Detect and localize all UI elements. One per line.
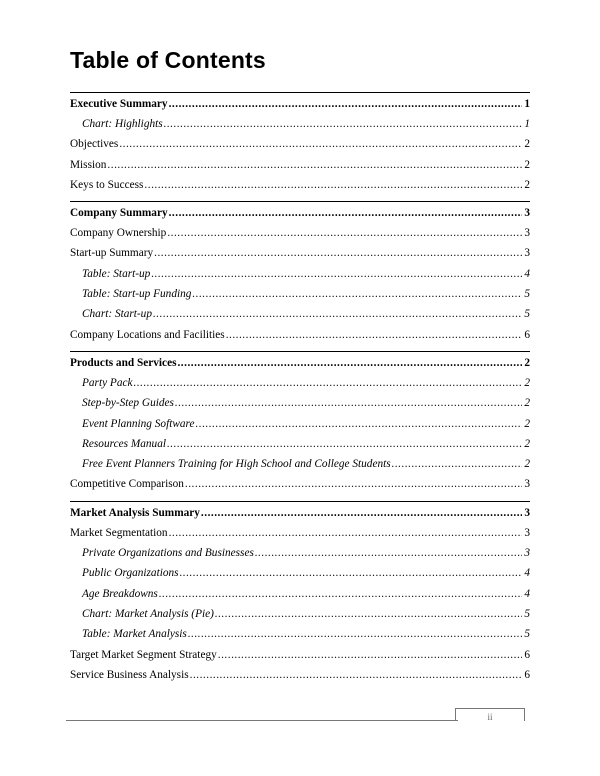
toc-entry[interactable] (70, 373, 530, 393)
toc-entry-label: Public Organizations (82, 567, 179, 580)
footer-divider (66, 720, 458, 721)
toc-entry-page: 2 (524, 138, 530, 151)
dot-leader (153, 304, 522, 324)
dot-leader (169, 202, 523, 223)
toc-entry-page: 1 (524, 118, 530, 130)
toc-entry[interactable] (70, 523, 530, 543)
toc-entry-page: 4 (524, 567, 530, 580)
toc-entry-label: Market Analysis Summary (70, 506, 200, 519)
toc-entry-label: Table: Start-up (82, 267, 151, 280)
toc-entry-label: Mission (70, 158, 107, 171)
dot-leader (167, 223, 522, 243)
toc-entry[interactable] (70, 351, 530, 373)
toc-entry-label: Company Summary (70, 207, 168, 220)
toc-entry[interactable] (70, 604, 530, 624)
dot-leader (177, 352, 522, 373)
dot-leader (175, 393, 522, 413)
toc-entry-label: Resources Manual (82, 437, 166, 450)
toc-entry-label: Executive Summary (70, 98, 168, 110)
toc-entry-page: 2 (524, 158, 530, 171)
toc-entry[interactable] (70, 543, 530, 563)
dot-leader (190, 665, 523, 685)
dot-leader (392, 454, 523, 474)
toc-entry-page: 2 (524, 356, 530, 369)
toc-entry-page: 6 (524, 648, 530, 661)
table-of-contents (70, 92, 530, 685)
toc-entry-label: Chart: Market Analysis (Pie) (82, 607, 214, 620)
toc-entry[interactable] (70, 92, 530, 114)
toc-entry-page: 2 (524, 376, 530, 389)
toc-entry-label: Objectives (70, 138, 119, 151)
toc-entry[interactable] (70, 645, 530, 665)
dot-leader (196, 414, 523, 434)
toc-entry-label: Company Ownership (70, 227, 167, 240)
toc-entry-page: 2 (524, 458, 530, 471)
dot-leader (185, 474, 522, 494)
toc-entry[interactable] (70, 243, 530, 263)
toc-entry[interactable] (70, 155, 530, 175)
dot-leader (151, 264, 522, 284)
dot-leader (164, 114, 523, 134)
toc-entry[interactable] (70, 563, 530, 583)
toc-entry-label: Table: Start-up Funding (82, 288, 192, 301)
toc-entry[interactable] (70, 223, 530, 243)
toc-entry-label: Age Breakdowns (82, 587, 158, 600)
toc-entry-label: Step-by-Step Guides (82, 397, 174, 410)
toc-entry[interactable] (70, 584, 530, 604)
toc-entry-label: Keys to Success (70, 178, 144, 191)
toc-entry-label: Event Planning Software (82, 417, 195, 430)
toc-entry-label: Chart: Highlights (82, 118, 163, 130)
toc-entry-label: Chart: Start-up (82, 308, 152, 321)
dot-leader (169, 93, 523, 114)
toc-entry-page: 2 (524, 178, 530, 191)
toc-entry-label: Company Locations and Facilities (70, 328, 225, 341)
dot-leader (192, 284, 522, 304)
toc-entry-label: Party Pack (82, 376, 133, 389)
toc-entry-page: 6 (524, 668, 530, 681)
dot-leader (167, 434, 522, 454)
toc-entry-label: Table: Market Analysis (82, 628, 187, 641)
toc-entry[interactable] (70, 134, 530, 154)
dot-leader (255, 543, 522, 563)
dot-leader (180, 563, 523, 583)
toc-entry[interactable] (70, 665, 530, 685)
toc-entry[interactable] (70, 325, 530, 345)
toc-entry-label: Start-up Summary (70, 247, 154, 260)
toc-entry-page: 2 (524, 417, 530, 430)
toc-entry-page: 4 (524, 267, 530, 280)
toc-entry-page: 1 (524, 98, 530, 110)
toc-entry-page: 2 (524, 397, 530, 410)
toc-entry-page: 5 (524, 308, 530, 321)
dot-leader (218, 645, 523, 665)
footer-page-number: ii (455, 708, 525, 721)
toc-entry[interactable] (70, 264, 530, 284)
toc-entry-page: 5 (524, 288, 530, 301)
dot-leader (188, 624, 523, 644)
toc-entry[interactable] (70, 474, 530, 494)
toc-entry[interactable] (70, 201, 530, 223)
toc-entry[interactable] (70, 501, 530, 523)
dot-leader (159, 584, 523, 604)
toc-entry-page: 5 (524, 628, 530, 641)
dot-leader (144, 175, 522, 195)
dot-leader (215, 604, 522, 624)
toc-entry-page: 3 (524, 247, 530, 260)
toc-entry-page: 5 (524, 607, 530, 620)
toc-entry-page: 3 (524, 547, 530, 560)
toc-entry[interactable] (70, 114, 530, 134)
toc-entry[interactable] (70, 434, 530, 454)
toc-entry-page: 3 (524, 478, 530, 491)
dot-leader (119, 134, 522, 154)
toc-entry-page: 6 (524, 328, 530, 341)
dot-leader (154, 243, 522, 263)
dot-leader (107, 155, 522, 175)
toc-entry-label: Target Market Segment Strategy (70, 648, 217, 661)
toc-entry-label: Service Business Analysis (70, 668, 189, 681)
toc-entry-page: 3 (524, 506, 530, 519)
toc-entry-label: Competitive Comparison (70, 478, 184, 491)
toc-entry-page: 4 (524, 587, 530, 600)
toc-entry-page: 2 (524, 437, 530, 450)
toc-entry[interactable] (70, 393, 530, 413)
page-title: Table of Contents (70, 47, 266, 73)
toc-entry-page: 3 (524, 207, 530, 220)
toc-entry-label: Free Event Planners Training for High School and College Students (82, 458, 391, 471)
toc-entry-label: Products and Services (70, 356, 177, 369)
toc-entry-page: 3 (524, 526, 530, 539)
dot-leader (134, 373, 523, 393)
toc-entry[interactable] (70, 175, 530, 195)
toc-entry-label: Market Segmentation (70, 526, 168, 539)
toc-entry[interactable] (70, 414, 530, 434)
dot-leader (201, 502, 522, 523)
toc-entry-page: 3 (524, 227, 530, 240)
toc-entry[interactable] (70, 624, 530, 644)
dot-leader (226, 325, 523, 345)
toc-entry[interactable] (70, 454, 530, 474)
dot-leader (169, 523, 523, 543)
toc-entry[interactable] (70, 284, 530, 304)
toc-entry[interactable] (70, 304, 530, 324)
toc-entry-label: Private Organizations and Businesses (82, 547, 254, 560)
